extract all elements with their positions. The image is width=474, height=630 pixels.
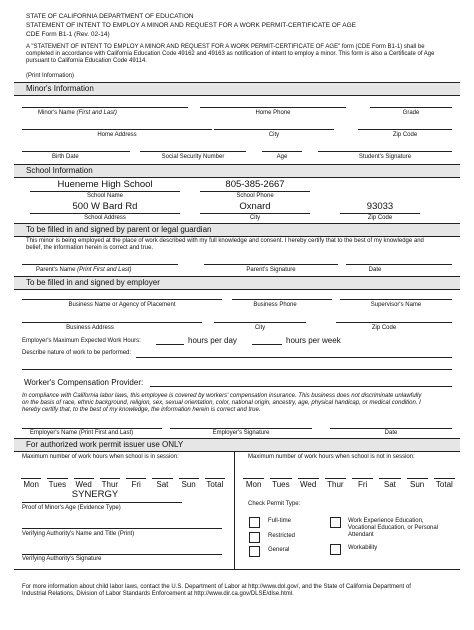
full-time-label: Full-time: [268, 518, 292, 524]
day-label-in-session-tues: Tues: [48, 480, 67, 489]
day-label-in-session-mon: Mon: [23, 480, 39, 489]
day-label-in-session-fri: Fri: [131, 480, 141, 489]
city-label: City: [268, 132, 280, 138]
home-address-line[interactable]: [22, 129, 212, 130]
hours-in-session-mon-input[interactable]: [21, 478, 41, 479]
school-address-label: School Address: [84, 215, 126, 221]
day-label-not-in-session-sat: Sat: [383, 480, 396, 489]
hours-in-session-fri-input[interactable]: [126, 478, 146, 479]
school-zip-value[interactable]: 93033: [366, 201, 394, 212]
section-school: [14, 164, 460, 178]
hours-not-in-session-mon-input[interactable]: [243, 478, 264, 479]
verifier-name-label: Verifying Authority's Name and Title (Print): [22, 531, 135, 537]
parent-signature-label: Parent's Signature: [246, 267, 296, 273]
form-id: CDE Form B1-1 (Rev. 02-14): [26, 31, 110, 38]
parent-statement-line-1: This minor is being employed at the place of work described with my full knowledge and consent. I hereby certify that to the best of my knowledge and: [26, 238, 424, 244]
school-phone-value[interactable]: 805-385-2667: [225, 179, 285, 190]
workability-checkbox[interactable]: [330, 544, 341, 555]
school-zip-line: [340, 213, 420, 214]
day-label-in-session-sat: Sat: [156, 480, 169, 489]
day-label-not-in-session-thur: Thur: [327, 480, 344, 489]
intro-line-1: A "STATEMENT OF INTENT TO EMPLOY A MINOR AND REQUEST FOR A WORK PERMIT-CERTIFICATE OF AGE" form (CDE Form B1-1) shall be: [26, 44, 425, 50]
hours-in-session-sat-input[interactable]: [152, 478, 172, 479]
work-experience-label: Work Experience Education, Vocational Education, or Personal Attendant: [348, 518, 439, 538]
business-address-label: Business Address: [66, 325, 114, 331]
business-city-label: City: [254, 325, 266, 331]
comp-provider-line[interactable]: [150, 386, 452, 387]
footer-line-2: Industrial Relations, Division of Labor Standards Enforcement at http://www.dir.ca.gov/DLSE/dlse.html.: [22, 591, 294, 597]
hours-not-in-session-thur-input[interactable]: [325, 478, 346, 479]
zip-label: Zip Code: [392, 132, 418, 138]
verifier-signature-label: Verifying Authority's Signature: [22, 556, 102, 562]
age-line[interactable]: [262, 151, 302, 152]
general-label: General: [268, 547, 290, 553]
max-hours-label: Employer's Maximum Expected Work Hours:: [22, 338, 141, 344]
work-experience-checkbox[interactable]: [330, 517, 341, 528]
hours-in-session-thur-input[interactable]: [100, 478, 120, 479]
school-name-line: [30, 191, 180, 192]
hours-per-week-input[interactable]: [252, 344, 282, 345]
day-label-in-session-total: Total: [206, 480, 224, 489]
parent-date-label: Date: [368, 267, 382, 273]
student-signature-label: Student's Signature: [358, 154, 412, 160]
business-zip-label: Zip Code: [371, 325, 397, 331]
zip-line[interactable]: [358, 129, 452, 130]
compliance-line-2: on the basis of race, ethnic background, religion, sex, sexual orientation, color, national origin, ancestry, age, physical handicap, or medical condition. I: [22, 400, 421, 406]
day-label-in-session-sun: Sun: [181, 480, 196, 489]
business-name-line[interactable]: [22, 299, 222, 300]
birth-date-line[interactable]: [22, 151, 130, 152]
issuer-bottom-rule: [14, 569, 460, 570]
section-school-title: School Information: [26, 166, 93, 175]
restricted-checkbox[interactable]: [249, 532, 260, 543]
not-in-session-label: Maximum number of work hours when school is not in session:: [248, 454, 415, 460]
school-zip-label: Zip Code: [367, 215, 393, 221]
birth-date-label: Birth Date: [52, 154, 79, 160]
hours-per-day-label: hours per day: [188, 336, 237, 345]
home-phone-line[interactable]: [200, 107, 346, 108]
school-name-label: School Name: [86, 193, 124, 199]
day-label-not-in-session-sun: Sun: [410, 480, 425, 489]
print-note: (Print Information): [26, 73, 75, 79]
home-phone-label: Home Phone: [255, 110, 291, 116]
section-employer: [14, 276, 460, 290]
hours-not-in-session-total-input[interactable]: [434, 478, 455, 479]
employer-signature-label: Employer's Signature: [212, 430, 270, 436]
school-name-value[interactable]: Hueneme High School: [57, 179, 153, 190]
business-address-line[interactable]: [22, 322, 202, 323]
day-label-not-in-session-tues: Tues: [272, 480, 290, 489]
hours-in-session-sun-input[interactable]: [179, 478, 199, 479]
hours-not-in-session-wed-input[interactable]: [298, 478, 319, 479]
section-employer-title: To be filled in and signed by employer: [26, 278, 160, 287]
section-parent-title: To be filled in and signed by parent or legal guardian: [26, 225, 212, 234]
business-phone-line[interactable]: [232, 299, 332, 300]
proof-of-age-label: Proof of Minor's Age (Evidence Type): [22, 505, 121, 511]
hours-per-week-label: hours per week: [286, 336, 341, 345]
day-label-not-in-session-wed: Wed: [299, 480, 317, 489]
hours-in-session-tues-input[interactable]: [47, 478, 67, 479]
minor-name-label: Minor's Name (First and Last): [38, 110, 117, 116]
work-nature-line-1[interactable]: [136, 357, 452, 358]
hours-not-in-session-tues-input[interactable]: [270, 478, 291, 479]
ssn-label: Social Security Number: [161, 154, 225, 160]
day-label-in-session-wed: Wed: [75, 480, 92, 489]
parent-date-line[interactable]: [346, 264, 452, 265]
school-phone-line: [200, 191, 310, 192]
proof-of-age-line: [22, 502, 182, 503]
section-minor-title: Minor's Information: [26, 84, 94, 93]
parent-name-line[interactable]: [22, 264, 178, 265]
issuer-divider: [234, 451, 235, 569]
ssn-line[interactable]: [140, 151, 246, 152]
grade-line[interactable]: [370, 107, 452, 108]
intro-line-3: pursuant to California Education Code 49114.: [26, 58, 147, 64]
section-parent: [14, 223, 460, 237]
school-city-line: [200, 213, 310, 214]
section-issuer: [14, 438, 460, 452]
day-label-not-in-session-total: Total: [435, 480, 453, 489]
hours-not-in-session-fri-input[interactable]: [352, 478, 373, 479]
footer-line-1: For more information about child labor laws, contact the U.S. Department of Labor at http://www.dol.gov/, and the State of California Department of: [22, 584, 411, 590]
business-city-line[interactable]: [214, 322, 306, 323]
form-title: STATEMENT OF INTENT TO EMPLOY A MINOR AND REQUEST FOR A WORK PERMIT-CERTIFICATE OF AGE: [26, 22, 356, 29]
comp-provider-label: Worker's Compensation Provider:: [24, 378, 144, 387]
day-label-in-session-thur: Thur: [101, 480, 119, 489]
school-phone-label: School Phone: [236, 193, 274, 199]
parent-signature-line[interactable]: [204, 264, 338, 265]
in-session-label: Maximum number of work hours when school is in session:: [22, 454, 179, 460]
minor-name-line[interactable]: [22, 107, 188, 108]
city-line[interactable]: [214, 129, 334, 130]
parent-statement-line-2: belief, the information herein is correct and true.: [26, 245, 154, 251]
check-permit-type-label: Check Permit Type:: [248, 501, 301, 507]
section-minor: [14, 82, 460, 96]
grade-label: Grade: [402, 110, 420, 116]
employer-name-label: Employer's Name (Print First and Last): [30, 430, 134, 436]
intro-line-2: completed in accordance with California Education Code 49162 and 49163 as notification of intent to employ a minor. This form is also a Certificate of Age: [26, 51, 435, 57]
proof-of-age-value[interactable]: SYNERGY: [71, 489, 119, 500]
hours-in-session-wed-input[interactable]: [74, 478, 94, 479]
supervisor-line[interactable]: [340, 299, 452, 300]
hours-not-in-session-sat-input[interactable]: [379, 478, 400, 479]
day-label-not-in-session-fri: Fri: [357, 480, 368, 489]
age-label: Age: [276, 154, 288, 160]
compliance-line-1: In compliance with California labor laws, this employee is covered by workers' compensation insurance. This business does not discriminate unlawfully: [22, 393, 422, 399]
restricted-label: Restricted: [268, 533, 296, 539]
hours-not-in-session-sun-input[interactable]: [407, 478, 428, 479]
agency-name: STATE OF CALIFORNIA DEPARTMENT OF EDUCATION: [26, 13, 194, 20]
employer-name-line[interactable]: [22, 428, 162, 429]
school-city-value[interactable]: Oxnard: [239, 201, 271, 212]
verifier-name-line[interactable]: [22, 528, 222, 529]
general-checkbox[interactable]: [249, 546, 260, 557]
business-zip-line[interactable]: [336, 322, 452, 323]
school-city-label: City: [249, 215, 261, 221]
workability-label: Workability: [348, 545, 378, 551]
supervisor-label: Supervisor's Name: [370, 302, 422, 308]
hours-in-session-total-input[interactable]: [205, 478, 225, 479]
full-time-checkbox[interactable]: [249, 517, 260, 528]
business-name-label: Business Name or Agency of Placement: [68, 302, 176, 308]
employer-signature-line[interactable]: [170, 428, 312, 429]
day-label-not-in-session-mon: Mon: [245, 480, 262, 489]
hours-per-day-input[interactable]: [156, 344, 184, 345]
work-nature-line-2[interactable]: [22, 369, 452, 370]
employer-date-label: Date: [384, 430, 398, 436]
work-nature-label: Describe nature of work to be performed:: [22, 350, 132, 356]
section-issuer-title: For authorized work permit issuer use ONLY: [26, 440, 184, 449]
home-address-label: Home Address: [97, 132, 137, 138]
business-phone-label: Business Phone: [253, 302, 297, 308]
verifier-signature-line[interactable]: [22, 554, 222, 555]
employer-date-line[interactable]: [330, 428, 452, 429]
school-address-value[interactable]: 500 W Bard Rd: [72, 201, 138, 212]
compliance-line-3: hereby certify that, to the best of my knowledge, the information herein is correct and true.: [22, 407, 261, 413]
parent-name-label: Parent's Name (Print First and Last): [36, 267, 132, 273]
school-address-line: [30, 213, 180, 214]
student-signature-line[interactable]: [318, 151, 452, 152]
